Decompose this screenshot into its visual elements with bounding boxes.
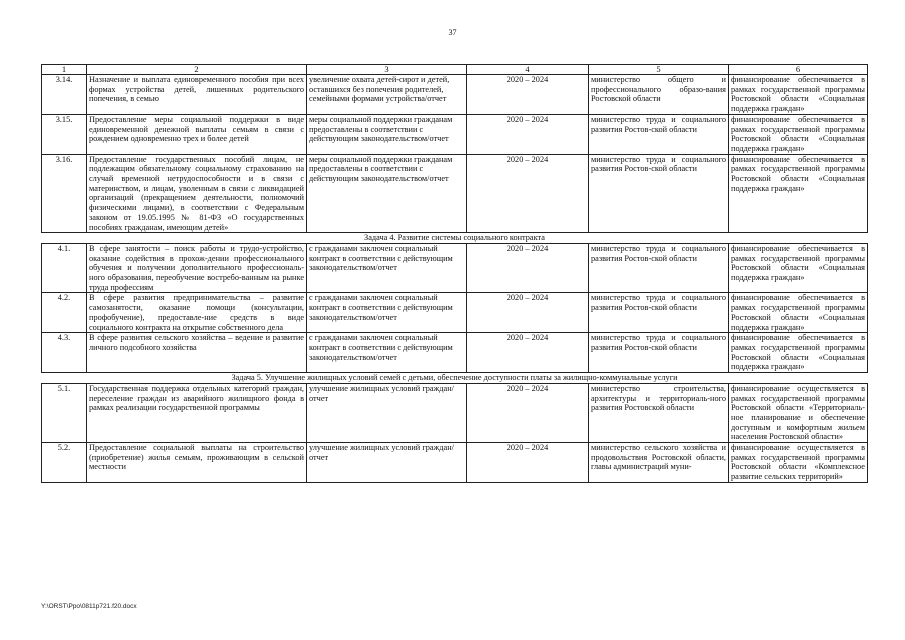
measure-name: Предоставление социальной выплаты на строительство (приобретение) жилья семьям, проживающим в сельской местности [87, 443, 307, 483]
responsible-executor: министерство труда и социального развития Ростов-ской области [589, 293, 729, 333]
measure-name: Предоставление государственных пособий лицам, не подлежащим обязательному социальному страхованию на случай временной нетрудоспособности и в связи с материнством, и лицам, уволенным в связи с ликвидацией организаций (прекращением деятельности, полномочий физическими лицами), в соответствии с Федеральным законом от 19.05.1995 № 81-ФЗ «О государственных пособиях гражданам, имеющим детей» [87, 154, 307, 233]
expected-result: меры социальной поддержки гражданам предоставлены в соответствии с действующим законодательством/отчет [307, 154, 467, 233]
measure-name: В сфере занятости – поиск работы и трудо-устройство, оказание содействия в прохож-дении профессионального обучения и получении дополнительного профессиональ-ного образования, переобучение востребо-ванным на рынке труда профессиям [87, 243, 307, 293]
table-row [42, 383, 868, 442]
measures-table [41, 64, 868, 483]
table-row [42, 75, 868, 115]
section-heading-row [42, 373, 868, 384]
expected-result: улучшение жилищных условий граждан/отчет [307, 383, 467, 442]
header-cell: 3 [307, 65, 467, 75]
responsible-executor: министерство общего и профессионального образо-вания Ростовской области [589, 75, 729, 115]
expected-result: улучшение жилищных условий граждан/отчет [307, 443, 467, 483]
measure-name: Назначение и выплата единовременного пособия при всех формах устройства детей, лишенных родительского попечения, в семью [87, 75, 307, 115]
measure-name: Предоставление меры социальной поддержки в виде единовременной денежной выплаты семьям в связи с рождением одновременно трех и более детей [87, 114, 307, 154]
header-cell: 2 [87, 65, 307, 75]
table-row [42, 114, 868, 154]
section-heading: Задача 5. Улучшение жилищных условий семей с детьми, обеспечение доступности платы за жилищно-коммунальные услуги [42, 373, 868, 384]
responsible-executor: министерство труда и социального развития Ростов-ской области [589, 243, 729, 293]
table-row [42, 333, 868, 373]
expected-result: с гражданами заключен социальный контракт в соответствии с действующим законодательством/отчет [307, 243, 467, 293]
table-row [42, 443, 868, 483]
responsible-executor: министерство сельского хозяйства и продовольствия Ростовской области, главы администраций муни- [589, 443, 729, 483]
item-number: 3.16. [42, 154, 87, 233]
financing-note: финансирование обеспечивается в рамках государственной программы Ростовской области «Социальная поддержка граждан» [729, 75, 868, 115]
period: 2020 – 2024 [467, 243, 589, 293]
period: 2020 – 2024 [467, 333, 589, 373]
header-cell: 4 [467, 65, 589, 75]
financing-note: финансирование осуществляется в рамках государственной программы Ростовской области «Комплексное развитие сельских территорий» [729, 443, 868, 483]
expected-result: с гражданами заключен социальный контракт в соответствии с действующим законодательством/отчет [307, 333, 467, 373]
financing-note: финансирование обеспечивается в рамках государственной программы Ростовской области «Социальная поддержка граждан» [729, 333, 868, 373]
item-number: 3.15. [42, 114, 87, 154]
measure-name: В сфере развития предпринимательства – развитие самозанятости, оказание помощи (консультации, профобучение), предоставле-ние средств в виде социального контракта на открытие собственного дела [87, 293, 307, 333]
header-cell: 1 [42, 65, 87, 75]
expected-result: меры социальной поддержки гражданам предоставлены в соответствии с действующим законодательством/отчет [307, 114, 467, 154]
item-number: 5.1. [42, 383, 87, 442]
item-number: 5.2. [42, 443, 87, 483]
period: 2020 – 2024 [467, 154, 589, 233]
financing-note: финансирование обеспечивается в рамках государственной программы Ростовской области «Социальная поддержка граждан» [729, 154, 868, 233]
item-number: 4.2. [42, 293, 87, 333]
file-path-footer: Y:\ORST\Ppo\0811p721.f20.docx [41, 603, 137, 610]
period: 2020 – 2024 [467, 293, 589, 333]
responsible-executor: министерство строительства, архитектуры и территориаль-ного развития Ростовской области [589, 383, 729, 442]
responsible-executor: министерство труда и социального развития Ростов-ской области [589, 154, 729, 233]
period: 2020 – 2024 [467, 383, 589, 442]
expected-result: с гражданами заключен социальный контракт в соответствии с действующим законодательством/отчет [307, 293, 467, 333]
section-heading-row [42, 233, 868, 244]
item-number: 3.14. [42, 75, 87, 115]
period: 2020 – 2024 [467, 443, 589, 483]
financing-note: финансирование обеспечивается в рамках государственной программы Ростовской области «Социальная поддержка граждан» [729, 243, 868, 293]
responsible-executor: министерство труда и социального развития Ростов-ской области [589, 333, 729, 373]
item-number: 4.3. [42, 333, 87, 373]
financing-note: финансирование осуществляется в рамках государственной программы Ростовской области «Территориаль-ное планирование и обеспечение доступным и комфортным жильем населения Ростовской области» [729, 383, 868, 442]
expected-result: увеличение охвата детей-сирот и детей, оставшихся без попечения родителей, семейными формами устройства/отчет [307, 75, 467, 115]
period: 2020 – 2024 [467, 114, 589, 154]
section-heading: Задача 4. Развитие системы социального контракта [42, 233, 868, 244]
table-row [42, 243, 868, 293]
page-number: 37 [448, 28, 457, 37]
financing-note: финансирование обеспечивается в рамках государственной программы Ростовской области «Социальная поддержка граждан» [729, 293, 868, 333]
financing-note: финансирование обеспечивается в рамках государственной программы Ростовской области «Социальная поддержка граждан» [729, 114, 868, 154]
header-cell: 6 [729, 65, 868, 75]
period: 2020 – 2024 [467, 75, 589, 115]
responsible-executor: министерство труда и социального развития Ростов-ской области [589, 114, 729, 154]
item-number: 4.1. [42, 243, 87, 293]
header-row [42, 65, 868, 75]
table-row [42, 154, 868, 233]
measure-name: В сфере развития сельского хозяйства – ведение и развитие личного подсобного хозяйства [87, 333, 307, 373]
header-cell: 5 [589, 65, 729, 75]
measure-name: Государственная поддержка отдельных категорий граждан, переселение граждан из аварийного жилищного фонда в рамках реализации государственной программы [87, 383, 307, 442]
table-row [42, 293, 868, 333]
